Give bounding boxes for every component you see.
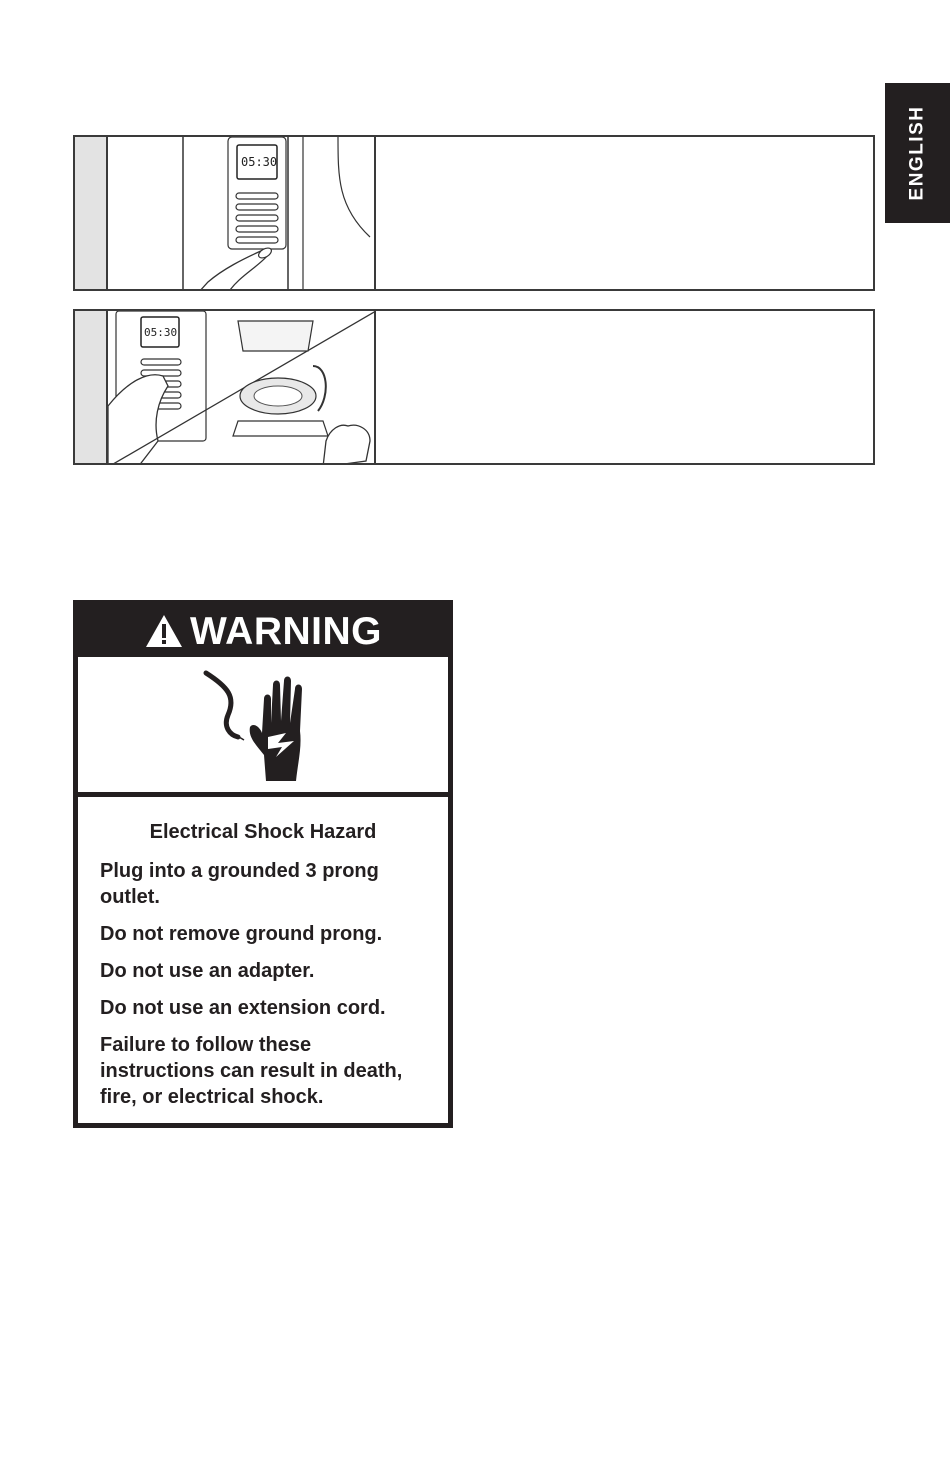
step-box-1 [73, 135, 875, 291]
control-panel-illustration [108, 137, 376, 289]
brewer-carafe-illustration [108, 311, 376, 463]
hazard-title: Electrical Shock Hazard [149, 821, 377, 843]
warning-line-5: Failure to follow these instructions can result in death, fire, or electrical shock. [100, 1034, 403, 1108]
warning-body [78, 797, 448, 1110]
warning-title: WARNING [190, 609, 382, 653]
electric-shock-hand-icon [198, 667, 328, 782]
step-illustration-1 [108, 137, 376, 289]
warning-pictogram [78, 657, 448, 797]
warning-line-1: Plug into a grounded 3 prong outlet. [100, 860, 379, 908]
svg-text:05:30: 05:30 [144, 326, 178, 339]
warning-header [78, 605, 448, 657]
step-text-1 [378, 137, 873, 289]
step-illustration-2 [108, 311, 376, 463]
warning-line-2: Do not remove ground prong. [100, 923, 383, 945]
display-readout: 05:30 [241, 155, 278, 169]
language-tab [885, 83, 950, 223]
language-tab-label: ENGLISH [906, 105, 928, 201]
alert-triangle-icon [144, 613, 184, 649]
step-box-2 [73, 309, 875, 465]
step-number-1 [75, 137, 108, 289]
warning-line-4: Do not use an extension cord. [100, 997, 386, 1019]
warning-box [73, 600, 453, 1128]
step-number-2 [75, 311, 108, 463]
warning-line-3: Do not use an adapter. [100, 960, 315, 982]
step-text-2 [378, 311, 873, 463]
